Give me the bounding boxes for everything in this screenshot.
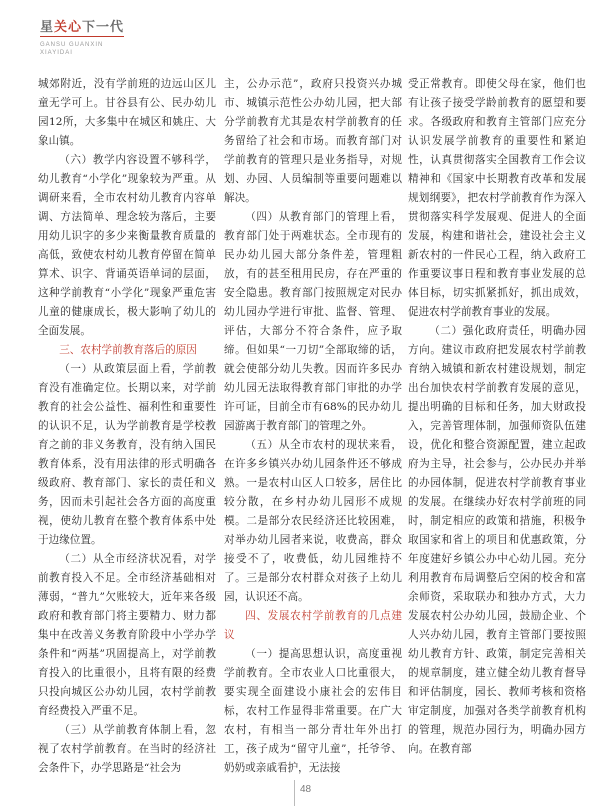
logo-char-1: 星 (40, 20, 55, 35)
paragraph: （二）从全市经济状况看，对学前教育投入不足。全市经济基础相对薄弱，“普九”欠账较大，近年来各级政府和教育部门将主要精力、财力都集中在改善义务教育阶段中小学办学条件和“两基”巩固提高上，对学前教育投入的比重很小，且将有限的经费只投向城区公办幼儿园，农村学前教育经费投入严重不足。 (38, 553, 216, 717)
logo-heart: 心 (68, 20, 83, 35)
logo-pinyin-1: GANSU GUANXIN (40, 42, 104, 48)
header-logo (40, 16, 340, 64)
section-heading: 四、发展农村学前教育的几点建议 (224, 610, 402, 641)
footer-divider (294, 780, 295, 806)
section-heading: 三、农村学前教育落后的原因 (59, 344, 197, 356)
paragraph: （四）从教育部门的管理上看，教育部门处于两难状态。全市现有的民办幼儿园大部分条件差，管理粗放，有的甚至租用民房，存在严重的安全隐患。教育部门按照规定对民办幼儿园办学进行审批、监督、管理、评估，大部分不符合条件，应予取缔。但如果“一刀切”全部取缔的话，就会使部分幼儿失教。因而许多民办幼儿园无法取得教育部门审批的办学许可证，目前全市有68%的民办幼儿园游离于教育部门的管理之外。 (224, 211, 402, 432)
paragraph: （五）从全市农村的现状来看，在许多乡镇兴办幼儿园条件还不够成熟。一是农村山区人口较多，居住比较分散，在乡村办幼儿园形不成规模。二是部分农民经济还比较困难，对举办幼儿园者来说，收费高，群众接受不了，收费低，幼儿园维持不了。三是部分农村群众对孩子上幼儿园，认识还不高。 (224, 439, 402, 603)
paragraph: 城郊附近，没有学前班的边远山区儿童无学可上。甘谷县有公、民办幼儿园12所，大多集中在城区和姚庄、大象山镇。 (38, 78, 216, 147)
page-number: 48 (300, 784, 312, 795)
page-footer (0, 780, 612, 800)
paragraph: 主，公办示范”，政府只投资兴办城市、城镇示范性公办幼儿园，把大部分学前教育尤其是农村学前教育的任务留给了社会和市场。而教育部门对学前教育的管理只是业务指导，对规划、办园、人员编制等重要问题难以解决。 (224, 78, 402, 204)
paragraph: （一）从政策层面上看，学前教育没有准确定位。长期以来，对学前教育的社会公益性、福利性和重要性的认识不足，认为学前教育是学校教育之前的非义务教育，没有纳入国民教育体系，没有用法律的形式明确各级政府、教育部门、家长的责任和义务，因而未引起社会各方面的高度重视，使幼儿教育在整个教育体系中处于边缘位置。 (38, 363, 216, 546)
logo-title (40, 16, 340, 35)
logo-char-2: 关 (54, 20, 69, 35)
text-column-1 (38, 75, 216, 778)
paragraph: （六）教学内容设置不够科学，幼儿教育“小学化”现象较为严重。从调研来看，全市农村幼儿教育内容单调、方法简单、理念较为落后，主要用幼儿识字的多少来衡量教育质量的高低，致使农村幼儿教育停留在简单算术、识字、背诵英语单词的层面，这种学前教育“小学化”现象严重危害儿童的健康成长，极大影响了幼儿的全面发展。 (38, 154, 216, 337)
logo-pinyin-2: XIAYIDAI (40, 50, 73, 56)
text-column-2 (224, 75, 402, 778)
logo-divider (40, 36, 124, 37)
paragraph: （三）从学前教育体制上看，忽视了农村学前教育。在当时的经济社会条件下，办学思路是“社会为 (38, 724, 216, 774)
paragraph: 受正常教育。即使父母在家，他们也有让孩子接受学龄前教育的愿望和要求。各级政府和教育主管部门应充分认识发展学前教育的重要性和紧迫性，认真贯彻落实全国教育工作会议精神和《国家中长期教育改革和发展规划纲要》，把农村学前教育作为深入贯彻落实科学发展观、促进人的全面发展，构建和谐社会，建设社会主义新农村的一件民心工程，纳入政府工作重要议事日程和教育事业发展的总体目标，切实抓紧抓好，抓出成效，促进农村学前教育事业的发展。 (408, 78, 586, 318)
paragraph: （二）强化政府责任，明确办园方向。建议市政府把发展农村学前教育纳入城镇和新农村建设规划，制定出台加快农村学前教育发展的意见，提出明确的目标和任务，加大财政投入，完善管理体制，加强师资队伍建设，优化和整合资源配置，建立起政府为主导，社会参与，公办民办并举的办园体制，促进农村学前教育事业的发展。在继续办好农村学前班的同时，制定相应的政策和措施，积极争取国家和省上的项目和优惠政策，分年度建好乡镇公办中心幼儿园。充分利用教育布局调整后空闲的校舍和富余师资，采取联办和独办方式，大力发展农村公办幼儿园，鼓励企业、个人兴办幼儿园，教育主管部门要按照幼儿教育方针、政策，制定完善相关的规章制度，建立健全幼儿教育督导和评估制度，园长、教师考核和资格审定制度，加强对各类学前教育机构的管理，规范办园行为，明确办园方向。在教育部 (408, 325, 586, 755)
text-column-3 (408, 75, 586, 759)
paragraph: （一）提高思想认识，高度重视学前教育。全市农业人口比重很大，要实现全面建设小康社会的宏伟目标，农村工作显得非常重要。在广大农村，有相当一部分青壮年外出打工，孩子成为“留守儿童”，托爷爷、奶奶或亲戚看护，无法接 (224, 648, 402, 774)
logo-char-3: 下一代 (82, 20, 125, 35)
